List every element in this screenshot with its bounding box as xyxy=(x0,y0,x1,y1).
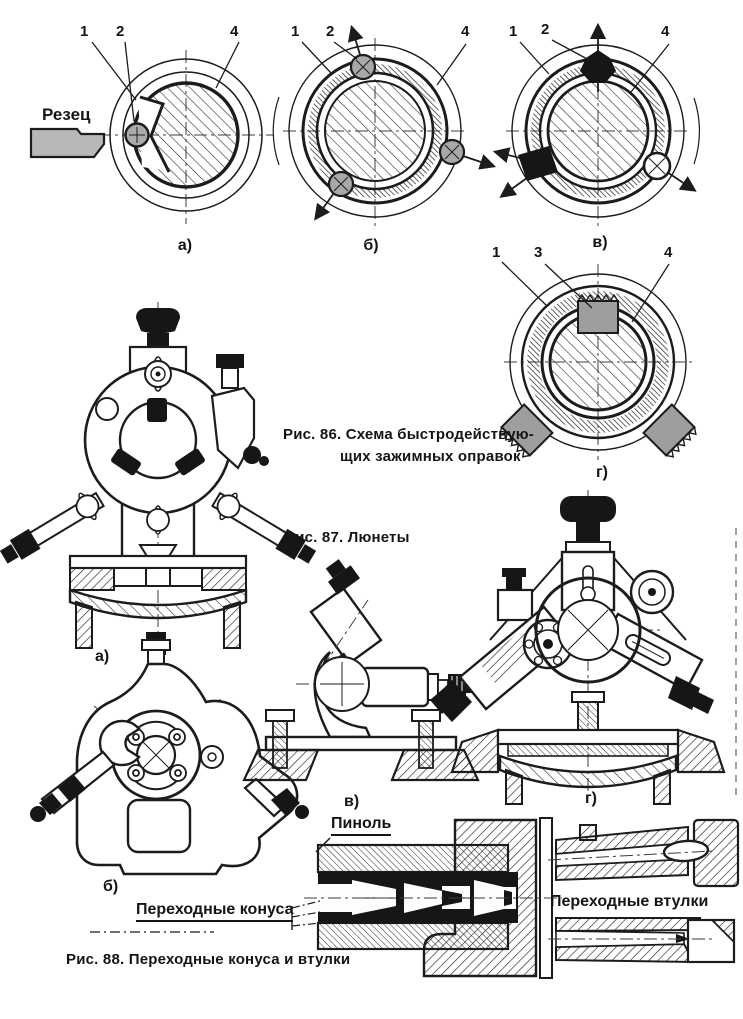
fig86v-part-label-1: 1 xyxy=(509,23,518,40)
fig86b-part-label-1: 1 xyxy=(291,23,300,40)
fig86-caption-line2: щих зажимных оправок xyxy=(340,448,521,465)
fig86g-part-label-1: 1 xyxy=(492,244,501,261)
fig86g-part-label-3: 3 xyxy=(534,244,543,261)
fig86-variant-v-drawing xyxy=(496,23,699,226)
fig86v-part-label-2: 2 xyxy=(541,21,550,38)
adapter-cones-label: Переходные конуса xyxy=(136,901,293,922)
fig87b-caption: б) xyxy=(103,878,119,895)
fig87-caption: Рис. 87. Люнеты xyxy=(285,529,410,546)
fig86a-part-label-2: 2 xyxy=(116,23,125,40)
fig86g-part-label-4: 4 xyxy=(664,244,673,261)
fig86a-part-label-1: 1 xyxy=(80,23,89,40)
fig86-variant-b-drawing xyxy=(273,28,493,226)
fig86-variant-a-drawing xyxy=(31,42,273,224)
fig86a-caption: а) xyxy=(177,237,193,254)
fig87-variant-g-drawing xyxy=(430,490,736,804)
fig86g-caption: г) xyxy=(596,464,608,481)
fig86b-part-label-2: 2 xyxy=(326,23,335,40)
fig87-variant-a-drawing xyxy=(0,302,320,658)
quill-label: Пиноль xyxy=(331,815,391,836)
cutter-tool-shape xyxy=(31,129,104,157)
fig88-caption: Рис. 88. Переходные конуса и втулки xyxy=(66,951,351,968)
adapter-sleeves-label: Переходные втулки xyxy=(550,893,709,910)
quill-top-wall xyxy=(318,845,508,872)
fig87a-caption: а) xyxy=(95,648,110,665)
fig86b-caption: б) xyxy=(363,237,379,254)
fig86-caption-line1: Рис. 86. Схема быстродействую- xyxy=(283,426,534,443)
fig86v-caption: в) xyxy=(592,234,608,251)
fig86b-part-label-4: 4 xyxy=(461,23,470,40)
fig87g-caption: г) xyxy=(585,790,597,807)
adapter-sleeve-top xyxy=(548,820,738,886)
fig86v-part-label-4: 4 xyxy=(661,23,670,40)
wedge-block-right xyxy=(644,405,699,460)
fig87v-caption: в) xyxy=(344,793,360,810)
adapter-sleeve-bottom xyxy=(548,918,734,962)
cutter-label: Резец xyxy=(42,105,91,124)
quill-bottom-wall xyxy=(318,923,508,949)
fig86a-part-label-4: 4 xyxy=(230,23,239,40)
